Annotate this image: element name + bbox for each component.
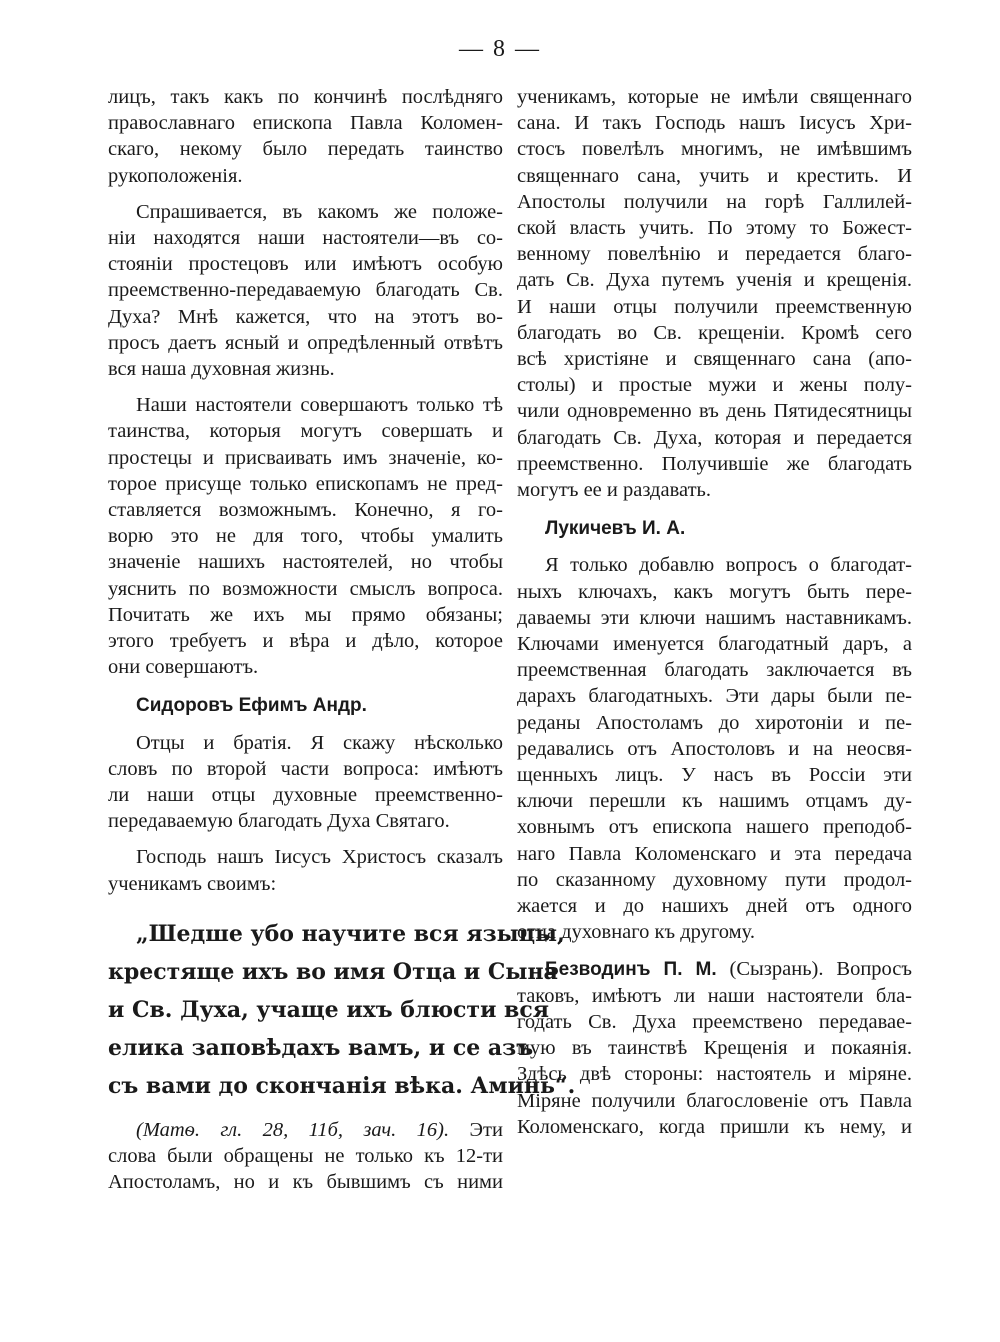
text-line: могутъ ее и раздавать. bbox=[517, 479, 711, 502]
text-line: словъ по второй части вопроса: имѣютъ bbox=[108, 757, 503, 780]
text-line: стояніи простецовъ или имѣютъ особую bbox=[108, 253, 503, 276]
text-line: Здѣсь двѣ стороны: настоятель и міряне. bbox=[517, 1063, 912, 1086]
text-line: просъ даетъ ясный и опредѣленный отвѣтъ bbox=[108, 331, 503, 354]
paragraph bbox=[108, 1117, 503, 1196]
text-line: ныхъ ключахъ, какъ могутъ быть пере- bbox=[517, 580, 912, 603]
right-column bbox=[517, 84, 912, 1140]
left-column bbox=[108, 84, 576, 1196]
text-line: столы) и простые мужи и жены полу- bbox=[517, 374, 912, 397]
paragraph bbox=[108, 392, 503, 680]
text-line: ворю это не для того, чтобы умалить bbox=[108, 525, 503, 548]
text-line: сана. И такъ Господь нашъ Іисусъ Хри- bbox=[517, 112, 912, 135]
text-line: годать Св. Духа преемствено передавае- bbox=[517, 1010, 912, 1033]
scripture-citation: (Матѳ. гл. 28, 11б, зач. 16). bbox=[136, 1118, 450, 1141]
text-line: таинства, которыя могутъ совершать и bbox=[108, 420, 503, 443]
text-line bbox=[108, 1117, 503, 1143]
text-line: ской власть учить. По этому то Божест- bbox=[517, 217, 912, 240]
paragraph bbox=[108, 199, 503, 382]
text-line: ли наши отцы духовные преемственно- bbox=[108, 784, 503, 807]
text-line: Почитать же ихъ мы прямо обязаны; bbox=[108, 603, 503, 626]
text-line: торое присуще только епископамъ не пред- bbox=[108, 472, 503, 495]
paragraph bbox=[108, 844, 503, 896]
scripture-quote bbox=[108, 915, 576, 1105]
text-line: благодать во Св. крещеніи. Кромѣ сего bbox=[517, 321, 912, 344]
text-line: Апостолы получили на горѣ Галлилей- bbox=[517, 190, 912, 213]
text-line: преемственная благодать заключается въ bbox=[517, 659, 912, 682]
text-line: передаваемую благодать Духа Святаго. bbox=[108, 810, 450, 833]
text-fragment: (Сызрань). Вопросъ bbox=[716, 957, 912, 980]
text-line: ученикамъ, которые не имѣли священнаго bbox=[517, 86, 912, 108]
text-line: скаго, некому было передать таинство bbox=[108, 138, 503, 161]
text-line: щенныхъ лицъ. У насъ въ Россіи эти bbox=[517, 764, 912, 787]
text-line: ніи находятся наши настоятели—въ со- bbox=[108, 227, 503, 250]
text-line bbox=[517, 956, 912, 983]
speaker-name: Безводинъ П. М. bbox=[545, 958, 717, 980]
text-line: Наши настоятели совершаютъ только тѣ bbox=[136, 394, 503, 417]
text-line: ученикамъ своимъ: bbox=[108, 872, 277, 895]
text-line: Ключами именуется благодатный даръ, а bbox=[517, 633, 912, 656]
text-line: Отцы и братія. Я скажу нѣсколько bbox=[136, 731, 503, 754]
quote-line: и Св. Духа, учаще ихъ блюсти вся bbox=[108, 996, 549, 1023]
text-line: таковъ, имѣютъ ли наши настоятели бла- bbox=[517, 984, 912, 1007]
text-line: православнаго епископа Павла Коломен- bbox=[108, 112, 503, 135]
quote-line: „Шедше убо научите вся языцы, bbox=[136, 920, 565, 947]
text-line: Спрашивается, въ какомъ же положе- bbox=[136, 200, 503, 223]
text-line: вся наша духовная жизнь. bbox=[108, 358, 335, 381]
text-line: редавались отъ Апостоловъ и на неосвя- bbox=[517, 737, 912, 760]
text-line: значеніе нашихъ настоятелей, но чтобы bbox=[108, 551, 503, 574]
text-line: рукоположенія. bbox=[108, 164, 243, 187]
text-line: по сказанному духовному пути продол- bbox=[517, 868, 912, 891]
text-line: венному повелѣнію и передается благо- bbox=[517, 243, 912, 266]
text-line: стосъ повелѣлъ многимъ, не имѣвшимъ bbox=[517, 138, 912, 161]
paragraph bbox=[108, 84, 503, 189]
text-line: реданы Апостоламъ до хиротоніи и пе- bbox=[517, 711, 912, 734]
text-line: лицъ, такъ какъ по кончинѣ послѣдняго bbox=[108, 86, 503, 108]
paragraph bbox=[517, 84, 912, 503]
text-line: ключи перешли къ нашимъ отцамъ ду- bbox=[517, 790, 912, 813]
page-number: — 8 — bbox=[459, 36, 541, 62]
text-line: даваемы эти ключи нашимъ наставникамъ. bbox=[517, 606, 912, 629]
text-line: наго Павла Коломенскаго и эта передача bbox=[517, 842, 912, 865]
text-line: ставляется возможнымъ. Конечно, я го- bbox=[108, 499, 503, 522]
text-line: этого требуетъ и вѣра и дѣло, которое bbox=[108, 630, 503, 653]
text-line: дать Св. Духа путемъ ученія и крещенія. bbox=[517, 269, 912, 292]
text-line: преемственно. Получившіе же благодать bbox=[517, 452, 912, 475]
text-line: уяснить по возможности смыслъ вопроса. bbox=[108, 577, 503, 600]
text-fragment: Эти bbox=[449, 1118, 503, 1141]
text-line: чили одновременно въ день Пятидесятницы bbox=[517, 400, 912, 423]
paragraph bbox=[517, 956, 912, 1140]
text-line: они совершаютъ. bbox=[108, 656, 259, 679]
text-line: Коломенскаго, когда пришли къ нему, и bbox=[517, 1115, 912, 1138]
text-line: жается и до нашихъ дней отъ одного bbox=[517, 895, 912, 918]
text-line: слова были обращены не только къ 12-ти bbox=[108, 1145, 503, 1168]
text-line: дарахъ благодатныхъ. Эти дары были пе- bbox=[517, 685, 912, 708]
text-line: Духа? Мнѣ кажется, что на этотъ во- bbox=[108, 305, 503, 328]
quote-line: крестяще ихъ во имя Отца и Сына bbox=[108, 958, 558, 985]
text-line: всѣ христіяне и священнаго сана (апо- bbox=[517, 348, 912, 371]
quote-line: елика заповѣдахъ вамъ, и се азъ bbox=[108, 1034, 534, 1061]
text-line: мую въ таинствѣ Крещенія и покаянія. bbox=[517, 1037, 912, 1060]
text-line: благодать Св. Духа, которая и передается bbox=[517, 426, 912, 449]
text-line: преемственно-передаваемую благодать Св. bbox=[108, 279, 503, 302]
paragraph bbox=[108, 730, 503, 835]
text-line: простецы и присваивать имъ значеніе, ко- bbox=[108, 446, 503, 469]
text-line: священнаго сана, учить и крестить. И bbox=[517, 164, 912, 187]
text-line: Апостоламъ, но и къ бывшимъ съ ними bbox=[108, 1171, 503, 1194]
paragraph bbox=[517, 552, 912, 945]
text-line: Міряне получили благословеніе отъ Павла bbox=[517, 1089, 912, 1112]
speaker-name: Лукичевъ И. А. bbox=[545, 518, 686, 540]
text-line: Я только добавлю вопросъ о благодат- bbox=[545, 554, 912, 577]
text-line: отца духовнаго къ другому. bbox=[517, 921, 755, 944]
speaker-name: Сидоровъ Ефимъ Андр. bbox=[136, 695, 367, 717]
text-line: И наши отцы получили преемственную bbox=[517, 295, 912, 318]
text-line: ховнымъ отъ епископа нашего преподоб- bbox=[517, 816, 912, 839]
text-line: Господь нашъ Іисусъ Христосъ сказалъ bbox=[136, 846, 503, 869]
quote-line: съ вами до скончанія вѣка. Аминь“. bbox=[108, 1072, 576, 1099]
